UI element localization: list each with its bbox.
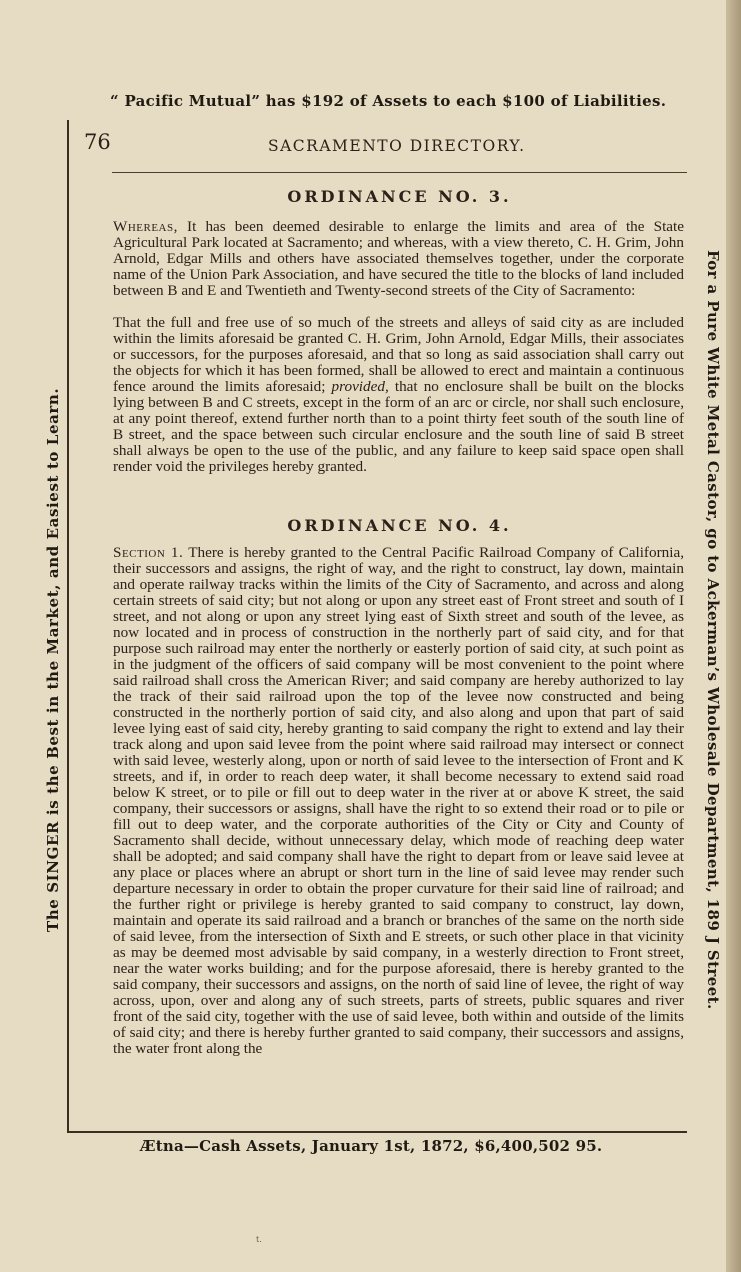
provided-italic: provided,: [331, 377, 389, 395]
frame-left-rule: [67, 120, 69, 1132]
bottom-advertisement: Ætna—Cash Assets, January 1st, 1872, $6,400,502 95.: [140, 1137, 603, 1155]
page-number: 76: [84, 130, 111, 154]
page-edge: [726, 0, 741, 1272]
ordinance-3-p2-text-b: that no enclosure shall be built on the blocks lying between B and C streets, except in the form of an arc or circle, nor shall such enclosure, at any point thereof, extend further north than to a point thirty feet south of the south line of B street, and the space between such circular enclosure and the south line of said B street shall always be open to the use of the public, and any failure to keep said space open shall render void the privileges hereby granted.: [113, 377, 684, 475]
frame-bottom-rule: [67, 1131, 687, 1133]
running-head: SACRAMENTO DIRECTORY.: [268, 137, 526, 155]
whereas-lead: Whereas,: [113, 218, 178, 235]
section-lead: Section 1.: [113, 544, 184, 561]
footer-mark: t.: [256, 1235, 262, 1244]
ordinance-4-p1-text: There is hereby granted to the Central Pacific Railroad Company of California, their successors and assigns, the right of way, and the right to construct, lay down, maintain and operate railway tracks within the limits of the City of Sacramento, and across and along certain streets of said city; but not along or upon any street east of Front street and south of I street, and not along or upon any street lying east of Sixth street and south of the levee, as now located and in process of construction in the northerly part of said city, and for that purpose such railroad may enter the northerly or easterly portion of said city, at such point as in the judgment of the officers of said company will be most convenient to the point where said railroad shall cross the American River; and said company are hereby authorized to lay the track of their said railroad upon the top of the levee now constructed and being constructed in the northerly portion of said city, and also along and upon that part of said levee lying east of said city, hereby granting to said company the right to extend and lay their track along and upon said levee from the point where said railroad may intersect or connect with said levee, westerly along, upon or north of said levee to the intersection of Front and K streets, and if, in order to reach deep water, it shall become necessary to extend said road below K street, or to pile or fill out to deep water in the river at or above K street, the said company, their successors or assigns, shall have the right to so extend their road or to pile or fill out to deep water, and the corporate authorities of the City or City and County of Sacramento shall decide, without unnecessary delay, which mode of reaching deep water shall be adopted; and said company shall have the right to depart from or leave said levee at any place or places where an abrupt or short turn in the line of said levee may render such departure necessary in order to obtain the proper curvature for their said line of railroad; and the further right or privilege is hereby granted to said company to construct, lay down, maintain and operate its said railroad and a branch or branches of the same on the north side of said levee, from the intersection of Sixth and E streets, or such other place in that vicinity as may be deemed most advisable by said company, in a westerly direction to Front street, near the water works building; and for the purpose aforesaid, there is hereby granted to the said company, their successors and assigns, on the north of said line of levee, the right of way across, upon, over and along any of such streets, parts of streets, public squares and river front of the said city, together with the use of said levee, both within and outside of the limits of said city; and there is hereby further granted to said company, their successors and assigns, the water front along the: [113, 544, 684, 1057]
ordinance-3-p1-text: It has been deemed desirable to enlarge the limits and area of the State Agricultural Park located at Sacramento; and whereas, with a view thereto, C. H. Grim, John Arnold, Edgar Mills and others have associated themselves together, under the corporate name of the Union Park Association, and have secured the title to the blocks of land included between B and E and Twentieth and Twenty-second streets of the City of Sacramento:: [113, 218, 684, 299]
top-advertisement: “ Pacific Mutual” has $192 of Assets to each $100 of Liabilities.: [110, 92, 667, 110]
right-margin-advertisement: For a Pure White Metal Castor, go to Ackerman’s Wholesale Department, 189 J Street.: [704, 250, 722, 1010]
ordinance-3-paragraph-1: [113, 219, 684, 299]
ordinance-4-paragraph-1: [113, 545, 684, 1057]
left-margin-advertisement: The SINGER is the Best in the Market, and Easiest to Learn.: [44, 387, 62, 932]
header-rule: [112, 172, 687, 173]
ordinance-3-paragraph-2: [113, 315, 684, 475]
ordinance-3-heading: ORDINANCE NO. 3.: [287, 187, 512, 206]
ordinance-4-heading: ORDINANCE NO. 4.: [287, 516, 512, 535]
ordinance-3-p2-text-a: That the full and free use of so much of the streets and alleys of said city as are included within the limits aforesaid be granted C. H. Grim, John Arnold, Edgar Mills, their associates or successors, for the purposes aforesaid, and that so long as said association shall carry out the objects for which it has been formed, shall be allowed to erect and maintain a continuous fence around the limits aforesaid;: [113, 314, 684, 395]
